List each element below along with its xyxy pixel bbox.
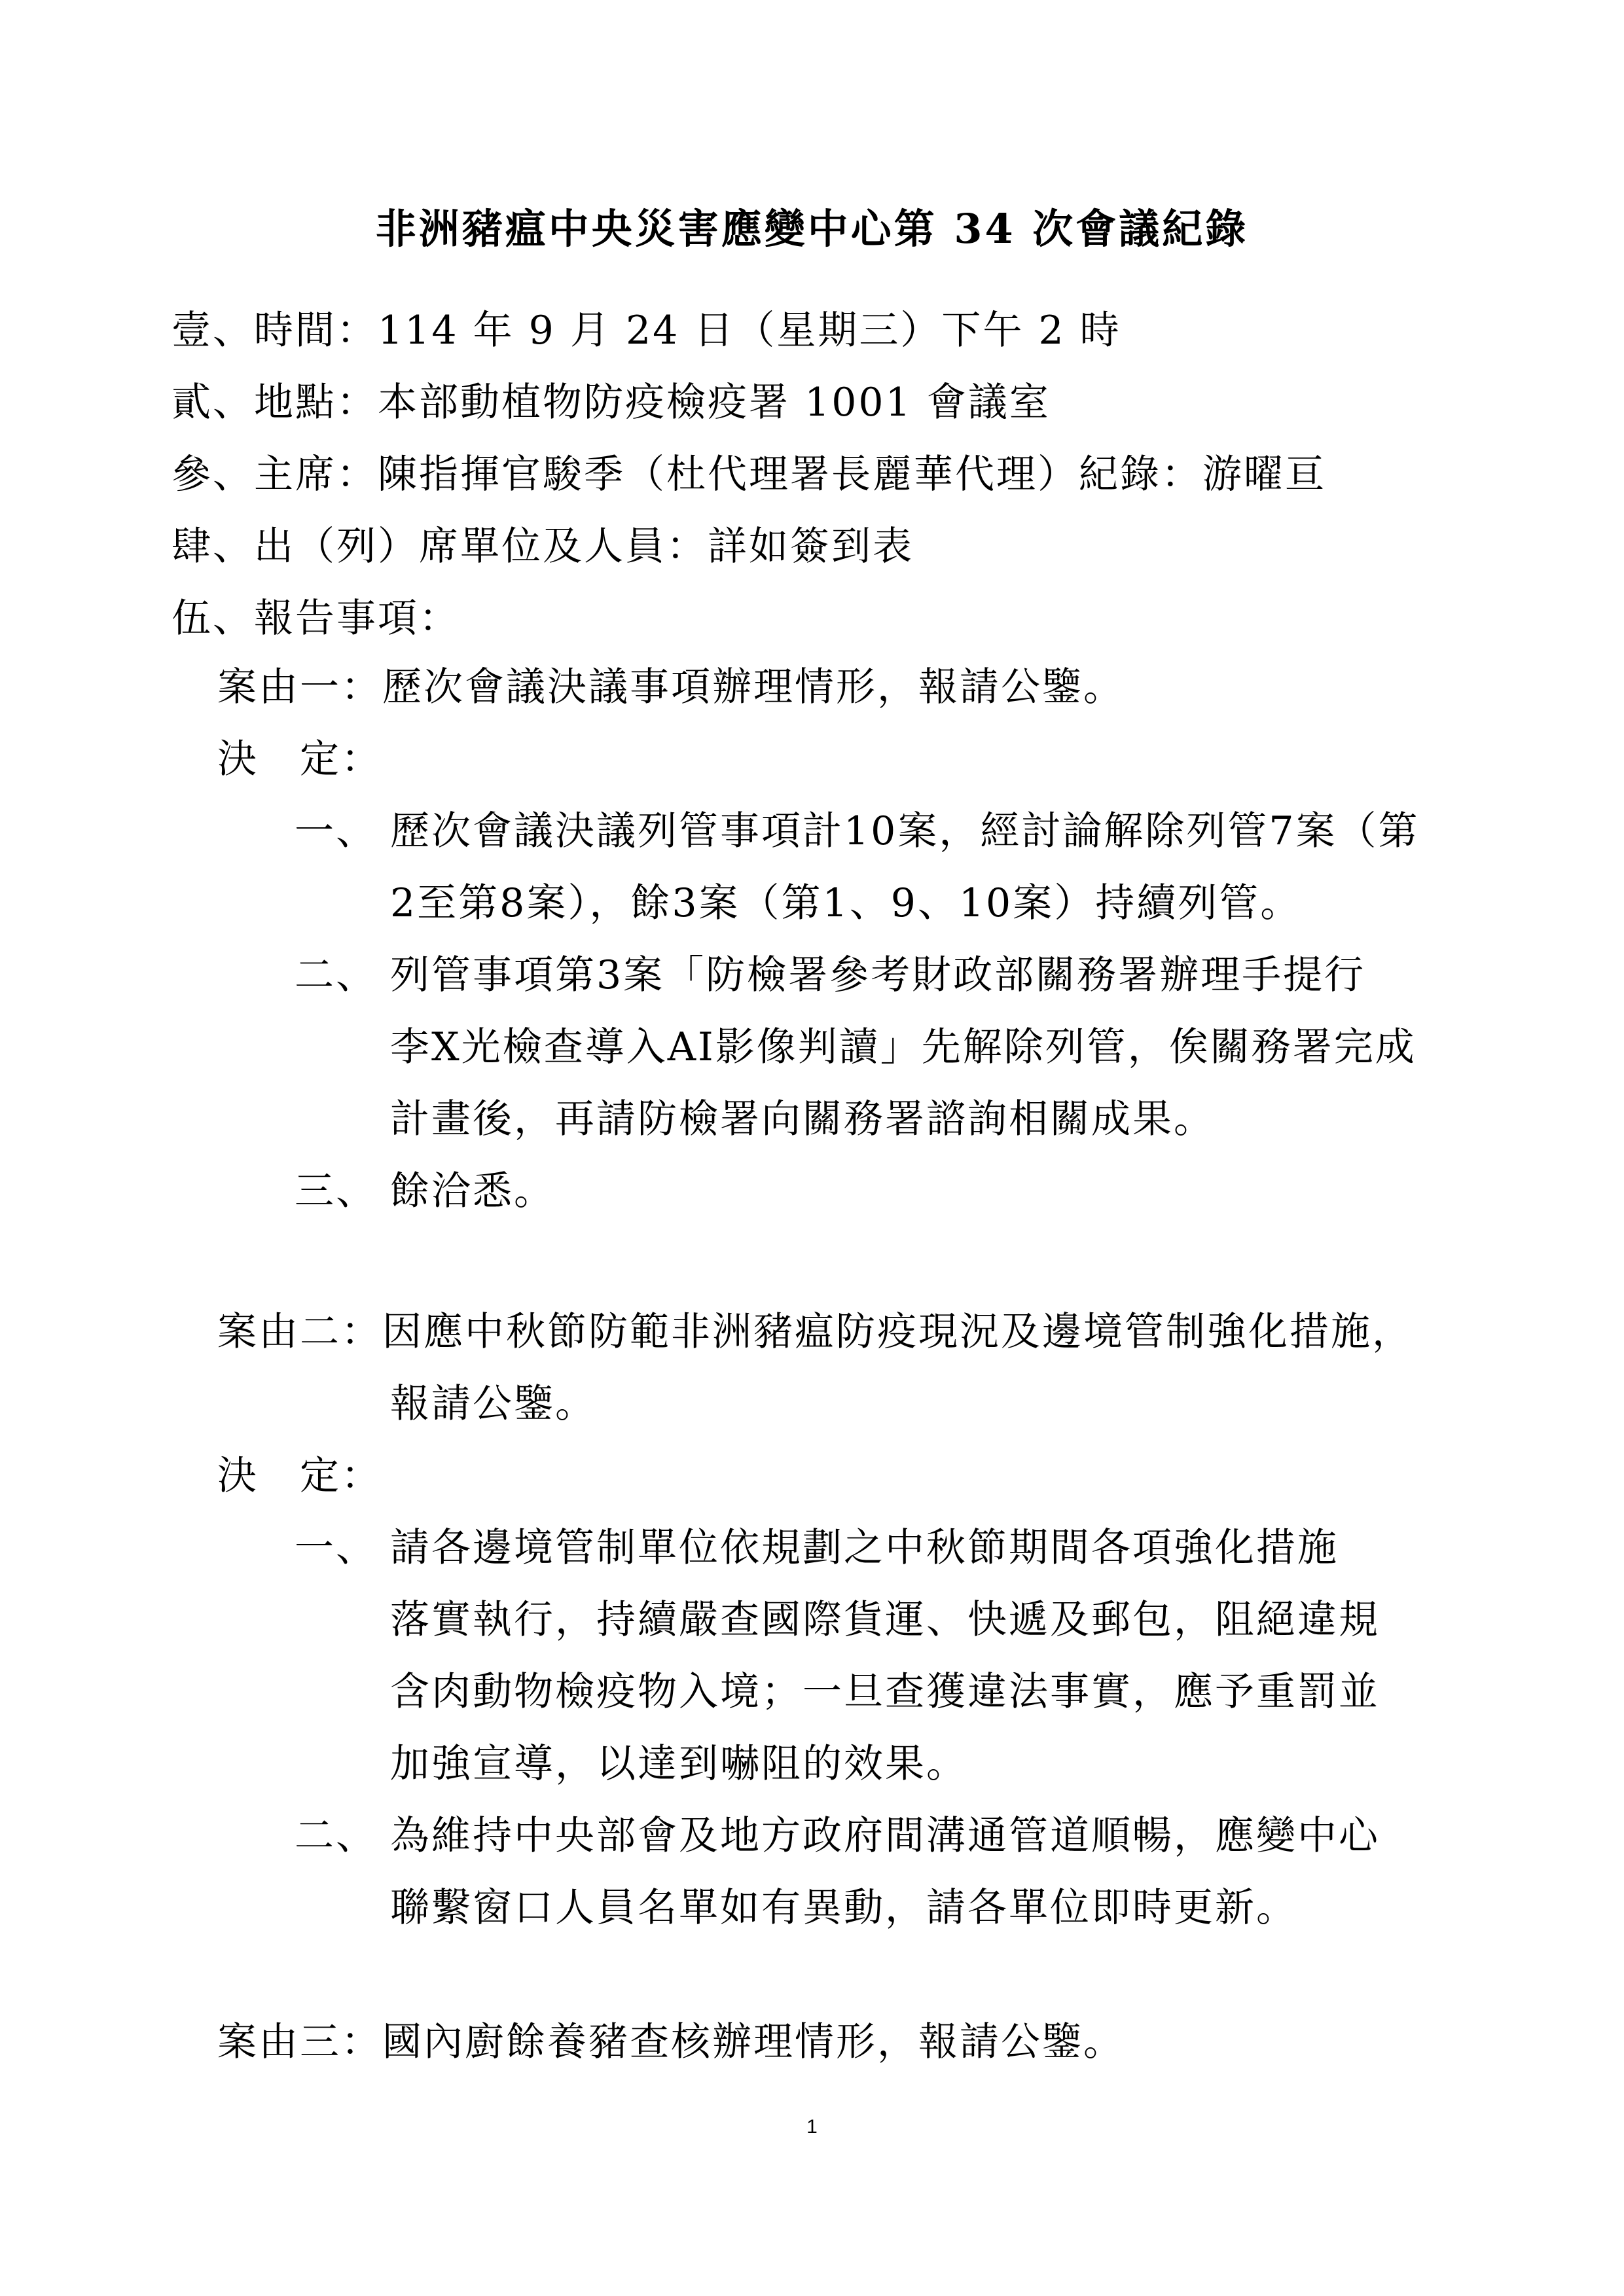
case1-item1-line1: 歷次會議決議列管事項計10案，經討論解除列管7案（第: [390, 808, 1420, 854]
case2-item1-num: 一、: [295, 1525, 377, 1571]
item-time: 壹、時間：114 年 9 月 24 日（星期三）下午 2 時: [171, 308, 1121, 353]
case2-item2-num: 二、: [295, 1813, 377, 1859]
case1-decision-label: 決 定：: [217, 736, 382, 782]
case2-item1-line3: 含肉動物檢疫物入境；一旦查獲違法事實，應予重罰並: [390, 1669, 1380, 1715]
case2-item1-line4: 加強宣導，以達到嚇阻的效果。: [390, 1741, 967, 1787]
case2-item2-line2: 聯繫窗口人員名單如有異動，請各單位即時更新。: [390, 1885, 1297, 1931]
case3-heading: 案由三：國內廚餘養豬查核辦理情形，報請公鑒。: [217, 2019, 1125, 2065]
case1-heading: 案由一：歷次會議決議事項辦理情形，報請公鑒。: [217, 664, 1125, 710]
item-report-matters: 伍、報告事項：: [171, 596, 460, 641]
case1-item3-num: 三、: [295, 1168, 377, 1214]
item-chair: 參、主席：陳指揮官駿季（杜代理署長麗華代理）紀錄：游曜亘: [171, 452, 1326, 497]
case1-item2-num: 二、: [295, 952, 377, 998]
case1-item2-line3: 計畫後，再請防檢署向關務署諮詢相關成果。: [390, 1096, 1215, 1142]
case2-item1-line2: 落實執行，持續嚴查國際貨運、快遞及郵包，阻絕違規: [390, 1597, 1380, 1643]
page-number: 1: [806, 2116, 818, 2138]
case2-decision-label: 決 定：: [217, 1453, 382, 1499]
case2-heading-line2: 報請公鑒。: [390, 1381, 596, 1427]
case2-item1-line1: 請各邊境管制單位依規劃之中秋節期間各項強化措施: [390, 1525, 1339, 1571]
case1-item1-num: 一、: [295, 808, 377, 854]
case1-item2-line2: 李X光檢查導入AI影像判讀」先解除列管，俟關務署完成: [390, 1024, 1416, 1070]
case1-item3-line1: 餘洽悉。: [390, 1168, 555, 1214]
case2-item2-line1: 為維持中央部會及地方政府間溝通管道順暢，應變中心: [390, 1813, 1380, 1859]
document-title: 非洲豬瘟中央災害應變中心第 34 次會議紀錄: [375, 205, 1249, 253]
case1-item1-line2: 2至第8案），餘3案（第1、9、10案）持續列管。: [390, 880, 1302, 926]
case1-item2-line1: 列管事項第3案「防檢署參考財政部關務署辦理手提行: [390, 952, 1366, 998]
item-attendees: 肆、出（列）席單位及人員：詳如簽到表: [171, 524, 914, 569]
case2-heading-line1: 案由二：因應中秋節防範非洲豬瘟防疫現況及邊境管制強化措施，: [217, 1309, 1413, 1355]
item-location: 貳、地點：本部動植物防疫檢疫署 1001 會議室: [171, 380, 1051, 425]
